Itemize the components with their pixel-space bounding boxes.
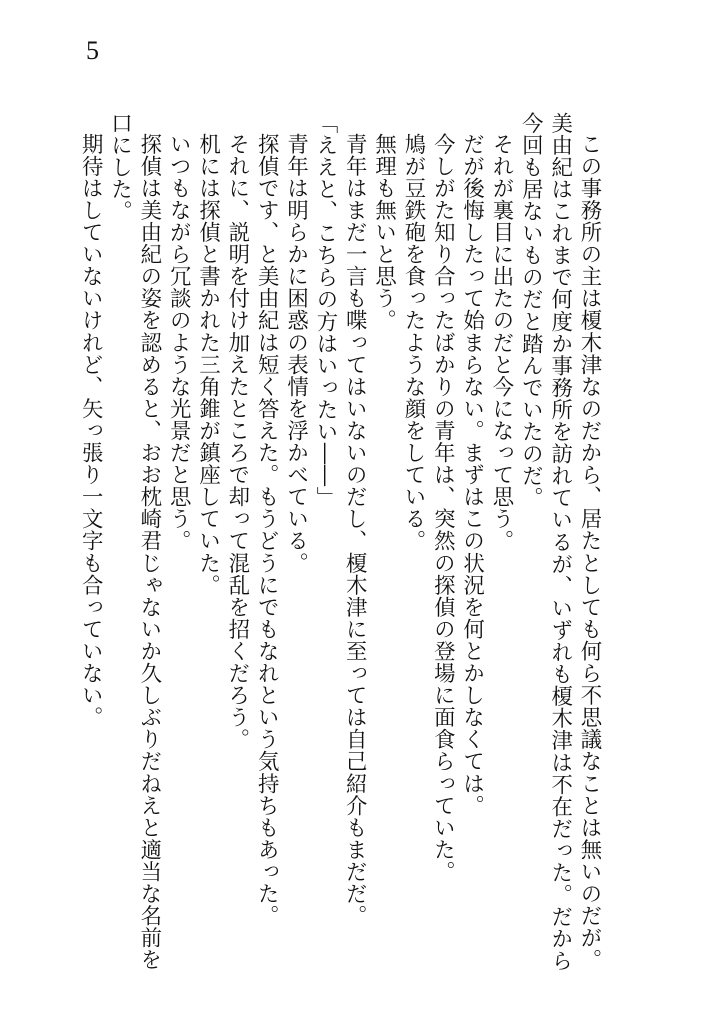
paragraph: 今しがた知り合ったばかりの青年は、突然の探偵の登場に面食らっていた。 [430,133,456,884]
paragraph: 青年は明らかに困惑の表情を浮かべている。 [283,133,309,575]
dialogue-line: 「ええと、こちらの方はいったい――」 [312,112,338,509]
paragraph: 鳩が豆鉄砲を食ったような顔をしている。 [400,133,426,553]
page-number: 5 [86,36,99,65]
paragraph: 探偵です、と美由紀は短く答えた。もうどうにでもなれという気持ちもあった。 [254,133,280,928]
paragraph: 探偵は美由紀の姿を認めると、おお枕崎君じゃないか久しぶりだねえと適当な名前を口にした。 [107,112,162,972]
paragraph: いつもながら冗談のような光景だと思う。 [166,133,192,553]
paragraph: 期待はしていないけれど、矢っ張り一文字も合っていない。 [78,133,104,729]
paragraph: それが裏目に出たのだと今になって思う。 [488,133,514,553]
paragraph: この事務所の主は榎木津なのだから、居たとしても何ら不思議なことは無いのだが。美由紀はこれまで何度か事務所を訪れているが、いずれも榎木津は不在だった。だから今回も居ないものだと踏んでいたのだ。 [518,112,602,972]
paragraph: それに、説明を付け加えたところで却って混乱を招くだろう。 [224,133,250,751]
paragraph: 机には探偵と書かれた三角錐が鎮座していた。 [195,133,221,597]
vertical-text-body [78,112,604,992]
paragraph: だが後悔したって始まらない。まずはこの状況を何とかしなくては。 [459,133,485,817]
paragraph: 青年はまだ一言も喋ってはいないのだし、榎木津に至っては自己紹介もまだだ。 [342,133,368,928]
paragraph: 無理も無いと思う。 [371,133,397,332]
